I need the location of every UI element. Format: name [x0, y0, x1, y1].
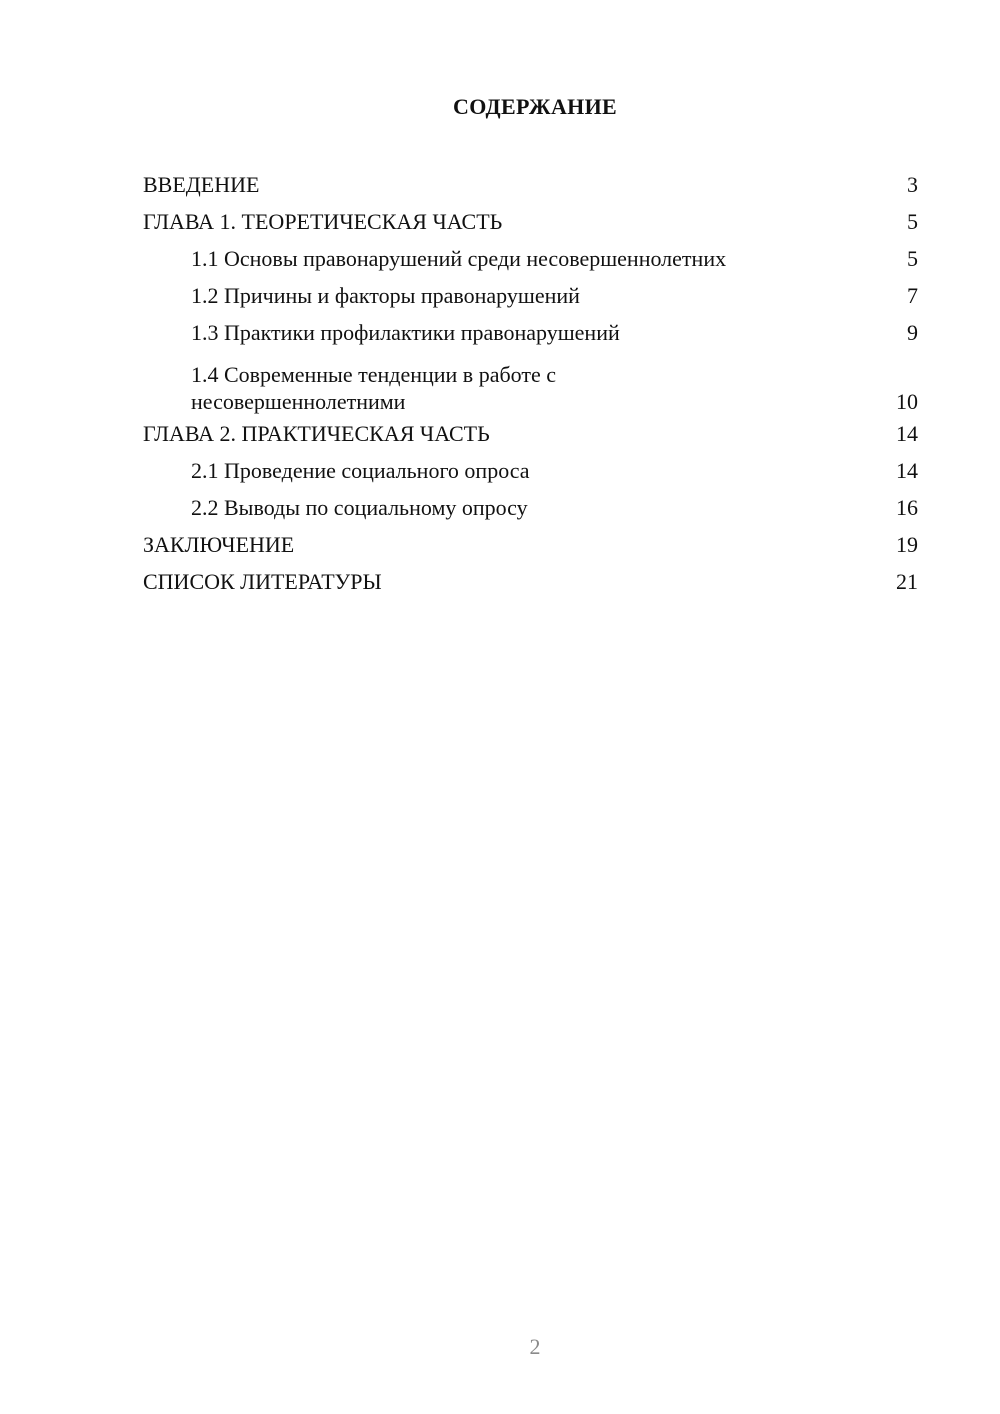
toc-entry-page: 14: [896, 458, 918, 483]
toc-entry-conclusion[interactable]: [143, 526, 918, 563]
toc-entry-chapter-1[interactable]: [143, 203, 918, 240]
toc-entry-label: 1.3 Практики профилактики правонарушений: [191, 320, 620, 345]
toc-entry-section-2-1[interactable]: [143, 452, 918, 489]
toc-entry-section-1-2[interactable]: [143, 277, 918, 314]
toc-entry-label: 2.1 Проведение социального опроса: [191, 458, 530, 483]
toc-entry-page: 21: [896, 569, 918, 594]
toc-entry-label: ГЛАВА 1. ТЕОРЕТИЧЕСКАЯ ЧАСТЬ: [143, 209, 503, 234]
toc-entry-page: 9: [907, 320, 918, 345]
page-number: 2: [529, 1334, 541, 1359]
toc-entry-label: 1.1 Основы правонарушений среди несовершеннолетних: [191, 246, 727, 271]
table-of-contents: [143, 166, 918, 600]
toc-entry-page: 10: [896, 389, 918, 414]
toc-entry-references[interactable]: [143, 563, 918, 600]
toc-entry-label: ВВЕДЕНИЕ: [143, 172, 260, 197]
page-title: СОДЕРЖАНИЕ: [453, 94, 617, 119]
toc-entry-label: 1.2 Причины и факторы правонарушений: [191, 283, 580, 308]
toc-entry-section-1-4[interactable]: [143, 351, 918, 415]
toc-entry-section-1-3[interactable]: [143, 314, 918, 351]
toc-entry-page: 14: [896, 421, 918, 446]
toc-entry-page: 19: [896, 532, 918, 557]
toc-entry-page: 16: [896, 495, 918, 520]
toc-entry-page: 5: [907, 246, 918, 271]
toc-entry-section-1-1[interactable]: [143, 240, 918, 277]
toc-entry-page: 5: [907, 209, 918, 234]
toc-entry-label: ЗАКЛЮЧЕНИЕ: [143, 532, 295, 557]
toc-entry-introduction[interactable]: [143, 166, 918, 203]
toc-entry-label: СПИСОК ЛИТЕРАТУРЫ: [143, 569, 382, 594]
toc-entry-label: ГЛАВА 2. ПРАКТИЧЕСКАЯ ЧАСТЬ: [143, 421, 490, 446]
toc-entry-label: 1.4 Современные тенденции в работе с несовершеннолетними: [191, 362, 557, 414]
toc-entry-chapter-2[interactable]: [143, 415, 918, 452]
toc-entry-page: 3: [907, 172, 918, 197]
toc-entry-label: 2.2 Выводы по социальному опросу: [191, 495, 528, 520]
toc-entry-page: 7: [907, 283, 918, 308]
toc-entry-section-2-2[interactable]: [143, 489, 918, 526]
